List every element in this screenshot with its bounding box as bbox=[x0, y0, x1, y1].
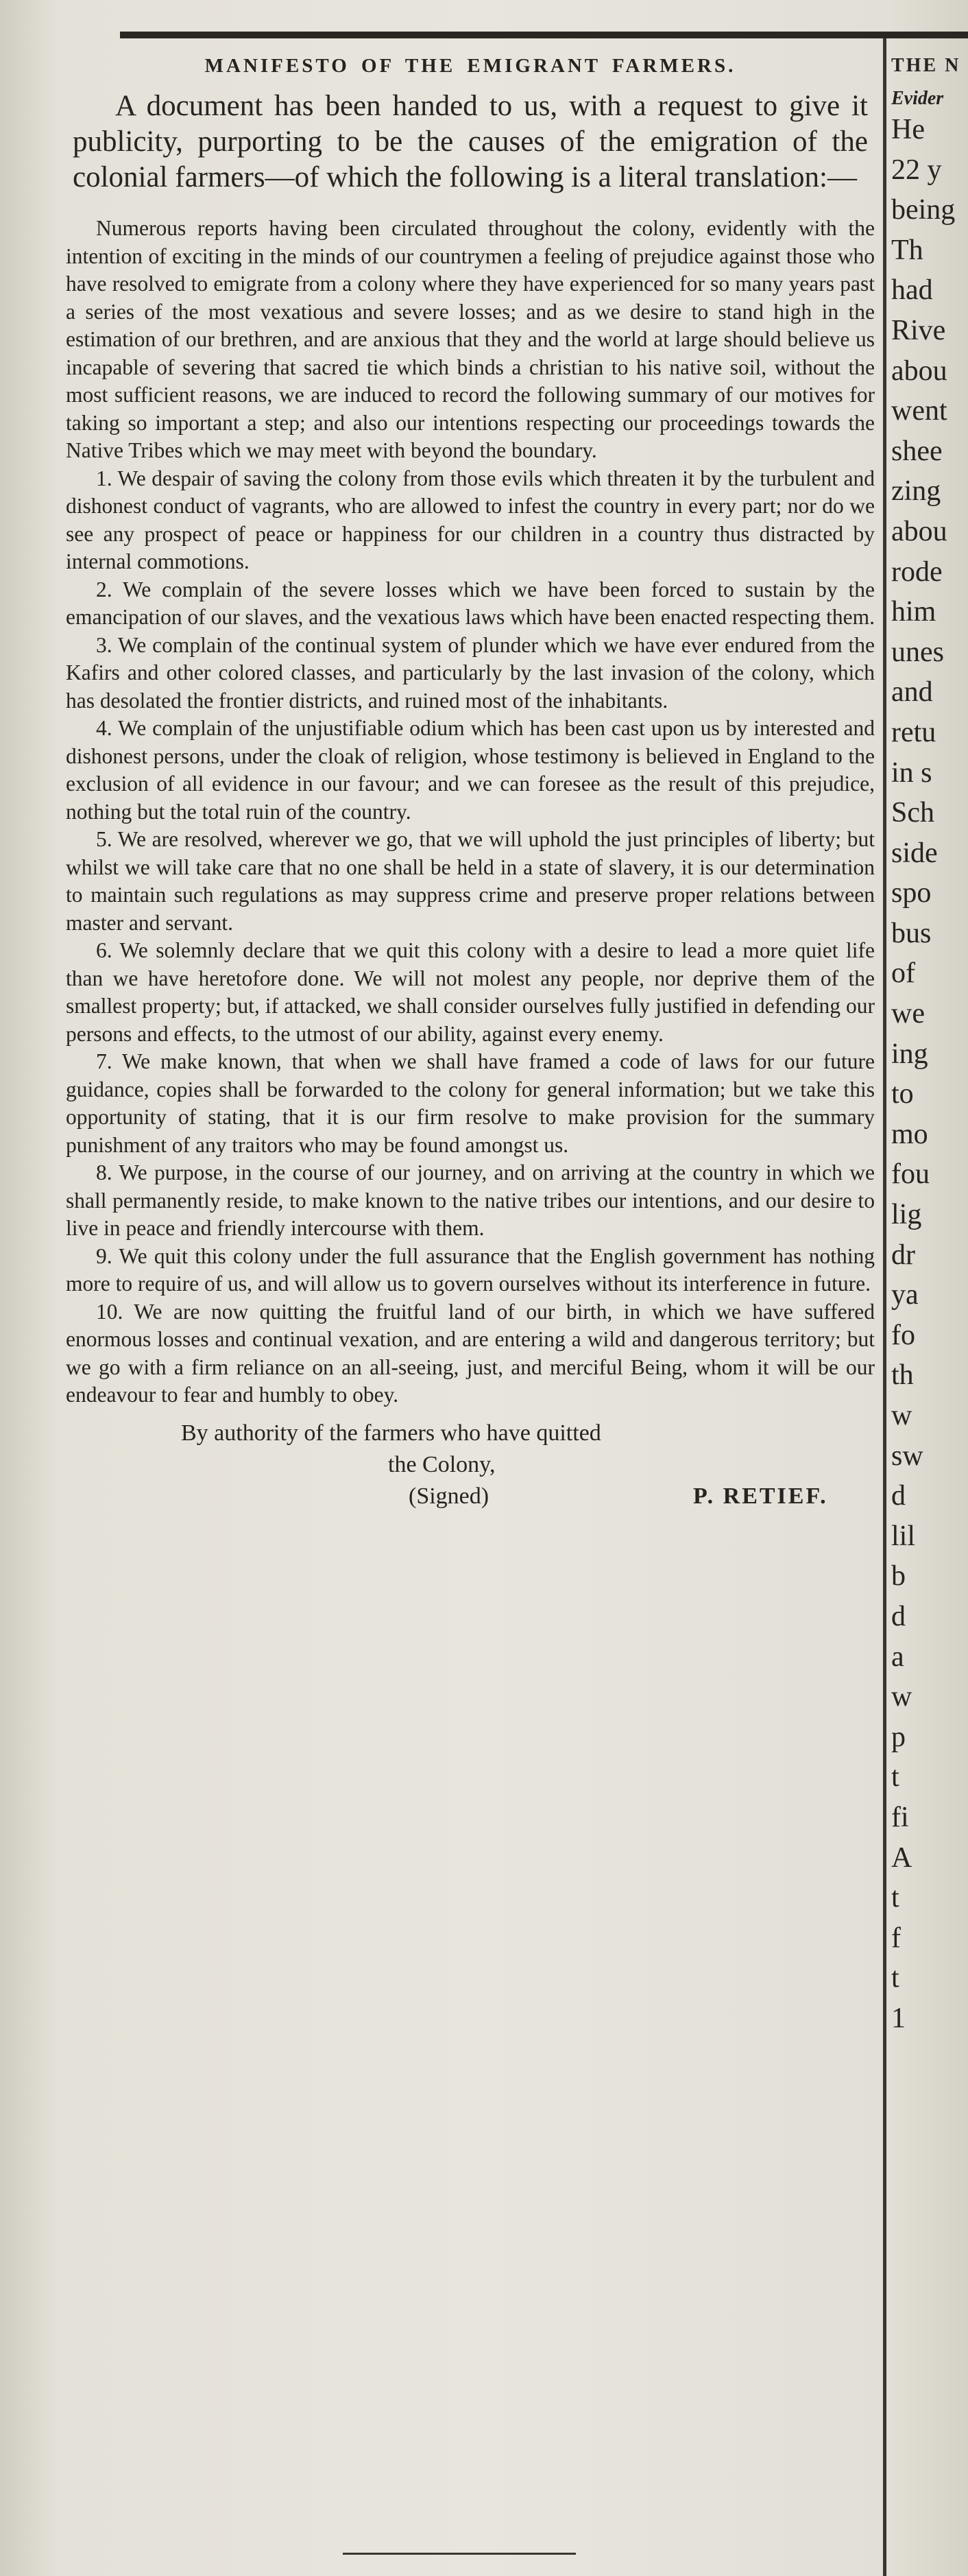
point-7: 7. We make known, that when we shall have framed a code of laws for our future guidance, copies shall be forwarded to the colony for general information; but we take this opportunity of stating, that it is our firm resolve to make provision for the summary punishment of any traitors who may be found amongst us. bbox=[66, 1049, 875, 1157]
adjacent-line: had bbox=[891, 274, 933, 307]
bottom-rule bbox=[343, 2553, 576, 2555]
adjacent-line: lig bbox=[891, 1199, 922, 1231]
adjacent-line: d bbox=[891, 1480, 906, 1512]
adjacent-line: mo bbox=[891, 1118, 928, 1150]
adjacent-line: f bbox=[891, 1922, 901, 1954]
point-5: 5. We are resolved, wherever we go, that we will uphold the just principles of liberty; but whilst we will take care that no one shall be held in a state of slavery, it is our determination to maintain such regulations as may suppress crime and preserve proper relations between master and servant. bbox=[66, 827, 875, 935]
adjacent-line: He bbox=[891, 114, 925, 145]
adjacent-line: abou bbox=[891, 515, 947, 547]
adjacent-line: fo bbox=[891, 1319, 915, 1351]
adjacent-line: Sch bbox=[891, 797, 934, 829]
adjacent-line: shee bbox=[891, 435, 943, 467]
adjacent-line: Rive bbox=[891, 314, 946, 346]
adjacent-line: dr bbox=[891, 1239, 915, 1271]
point-3: 3. We complain of the continual system of plunder which we have ever endured from the Kafirs and other colored classes, and particularly by the last invasion of the colony, which has desolated the frontier districts, and ruined most of the inhabitants. bbox=[66, 632, 875, 713]
adjacent-line: t bbox=[891, 1962, 899, 1994]
adjacent-line: in s bbox=[891, 756, 932, 789]
point-10: 10. We are now quitting the fruitful land of our birth, in which we have suffered enormous losses and continual vexation, and are entering a wild and dangerous territory; but we go with a firm reliance on an all-seeing, just, and merciful Being, whom it will be our endeavour to fear and humbly to obey. bbox=[66, 1299, 875, 1407]
adjacent-line: ya bbox=[891, 1279, 919, 1311]
adjacent-line: p bbox=[891, 1721, 906, 1753]
signature-signed-line bbox=[66, 1481, 875, 1512]
point-1: 1. We despair of saving the colony from those evils which threaten it by the turbulent and dishonest conduct of vagrants, who are allowed to infest the country in every part; nor do we see any prospect of peace or happiness for our children in a country thus distracted by internal commotions. bbox=[66, 466, 875, 573]
adjacent-line: retu bbox=[891, 716, 936, 748]
signature-colony: the Colony, bbox=[388, 1451, 496, 1477]
adjacent-line: a bbox=[891, 1641, 904, 1673]
adjacent-line: being bbox=[891, 194, 956, 226]
adjacent-line: bus bbox=[891, 917, 932, 949]
adjacent-line: to bbox=[891, 1078, 914, 1110]
adjacent-text bbox=[891, 110, 968, 2039]
article-headline: MANIFESTO OF THE EMIGRANT FARMERS. bbox=[204, 55, 736, 77]
adjacent-line: 1 bbox=[891, 2002, 906, 2034]
adjacent-line: w bbox=[891, 1400, 912, 1431]
signature-authority: By authority of the farmers who have quitted bbox=[181, 1420, 601, 1446]
adjacent-line: went bbox=[891, 395, 947, 427]
adjacent-line: abou bbox=[891, 355, 947, 387]
adjacent-line: th bbox=[891, 1359, 914, 1392]
main-column bbox=[66, 43, 875, 1512]
adjacent-line: w bbox=[891, 1681, 912, 1713]
adjacent-line: rode bbox=[891, 556, 943, 588]
adjacent-line: we bbox=[891, 998, 925, 1030]
adjacent-column bbox=[891, 43, 968, 2039]
point-4: 4. We complain of the unjustifiable odium which has been cast upon us by interested and dishonest persons, under the cloak of religion, whose testimony is believed in England to the exclusion of all evidence in our favour; and we can foresee as the result of this prejudice, nothing but the total ruin of the country. bbox=[66, 716, 875, 824]
adjacent-line: t bbox=[891, 1882, 899, 1914]
adjacent-line: spo bbox=[891, 877, 932, 909]
point-2: 2. We complain of the severe losses which we have been forced to sustain by the emancipation of our slaves, and the vexatious laws which have been enacted respecting them. bbox=[66, 577, 875, 629]
article-intro: A document has been handed to us, with a request to give it publicity, purporting to be the causes of the emigration of the colonial farmers—of which the following is a literal translation:— bbox=[73, 90, 868, 193]
point-8: 8. We purpose, in the course of our journey, and on arriving at the country in which we shall permanently reside, to make known to the native tribes our intentions, and our desire to live in peace and friendly intercourse with them. bbox=[66, 1160, 875, 1240]
preamble-paragraph: Numerous reports having been circulated throughout the colony, evidently with the intention of exciting in the minds of our countrymen a feeling of prejudice against those who have resolved to emigrate from a colony where they have experienced for so many years past a series of the most vexatious and severe losses; and as we desire to stand high in the estimation of our brethren, and are anxious that they and the world at large should believe us incapable of severing that sacred tie which binds a christian to his native soil, without the most sufficient reasons, we are induced to record the following summary of our motives for taking so important a step; and also our intentions respecting our proceedings towards the Native Tribes which we may meet with beyond the boundary. bbox=[66, 216, 875, 462]
adjacent-line: fi bbox=[891, 1801, 909, 1833]
adjacent-line: fou bbox=[891, 1158, 930, 1191]
adjacent-subheading: Evider bbox=[891, 88, 944, 109]
adjacent-line: unes bbox=[891, 636, 944, 668]
top-rule bbox=[120, 32, 968, 38]
adjacent-line: of bbox=[891, 957, 915, 990]
adjacent-line: t bbox=[891, 1761, 899, 1793]
adjacent-line: side bbox=[891, 837, 938, 869]
adjacent-line: Th bbox=[891, 234, 923, 266]
point-9: 9. We quit this colony under the full assurance that the English government has nothing more to require of us, and will allow us to govern ourselves without its interference in future. bbox=[66, 1243, 875, 1296]
adjacent-line: ing bbox=[891, 1038, 928, 1070]
adjacent-line: d bbox=[891, 1600, 906, 1632]
signatory-name: P. RETIEF. bbox=[693, 1483, 828, 1509]
adjacent-line: A bbox=[891, 1841, 912, 1874]
adjacent-line: zing bbox=[891, 475, 941, 508]
column-rule bbox=[883, 38, 886, 2576]
adjacent-line: lil bbox=[891, 1520, 916, 1552]
adjacent-line: him bbox=[891, 596, 936, 628]
point-6: 6. We solemnly declare that we quit this colony with a desire to lead a more quiet life than we have heretofore done. We will not molest any people, nor deprive them of the smallest property; but, if attacked, we shall consider ourselves fully justified in defending our persons and effects, to the utmost of our ability, against every enemy. bbox=[66, 938, 875, 1046]
signed-label: (Signed) bbox=[409, 1483, 489, 1509]
adjacent-line: sw bbox=[891, 1440, 923, 1472]
signature-block bbox=[66, 1418, 875, 1512]
adjacent-line: and bbox=[891, 676, 933, 708]
adjacent-line: b bbox=[891, 1560, 906, 1593]
adjacent-heading: THE N bbox=[891, 55, 961, 76]
adjacent-line: 22 y bbox=[891, 154, 942, 186]
